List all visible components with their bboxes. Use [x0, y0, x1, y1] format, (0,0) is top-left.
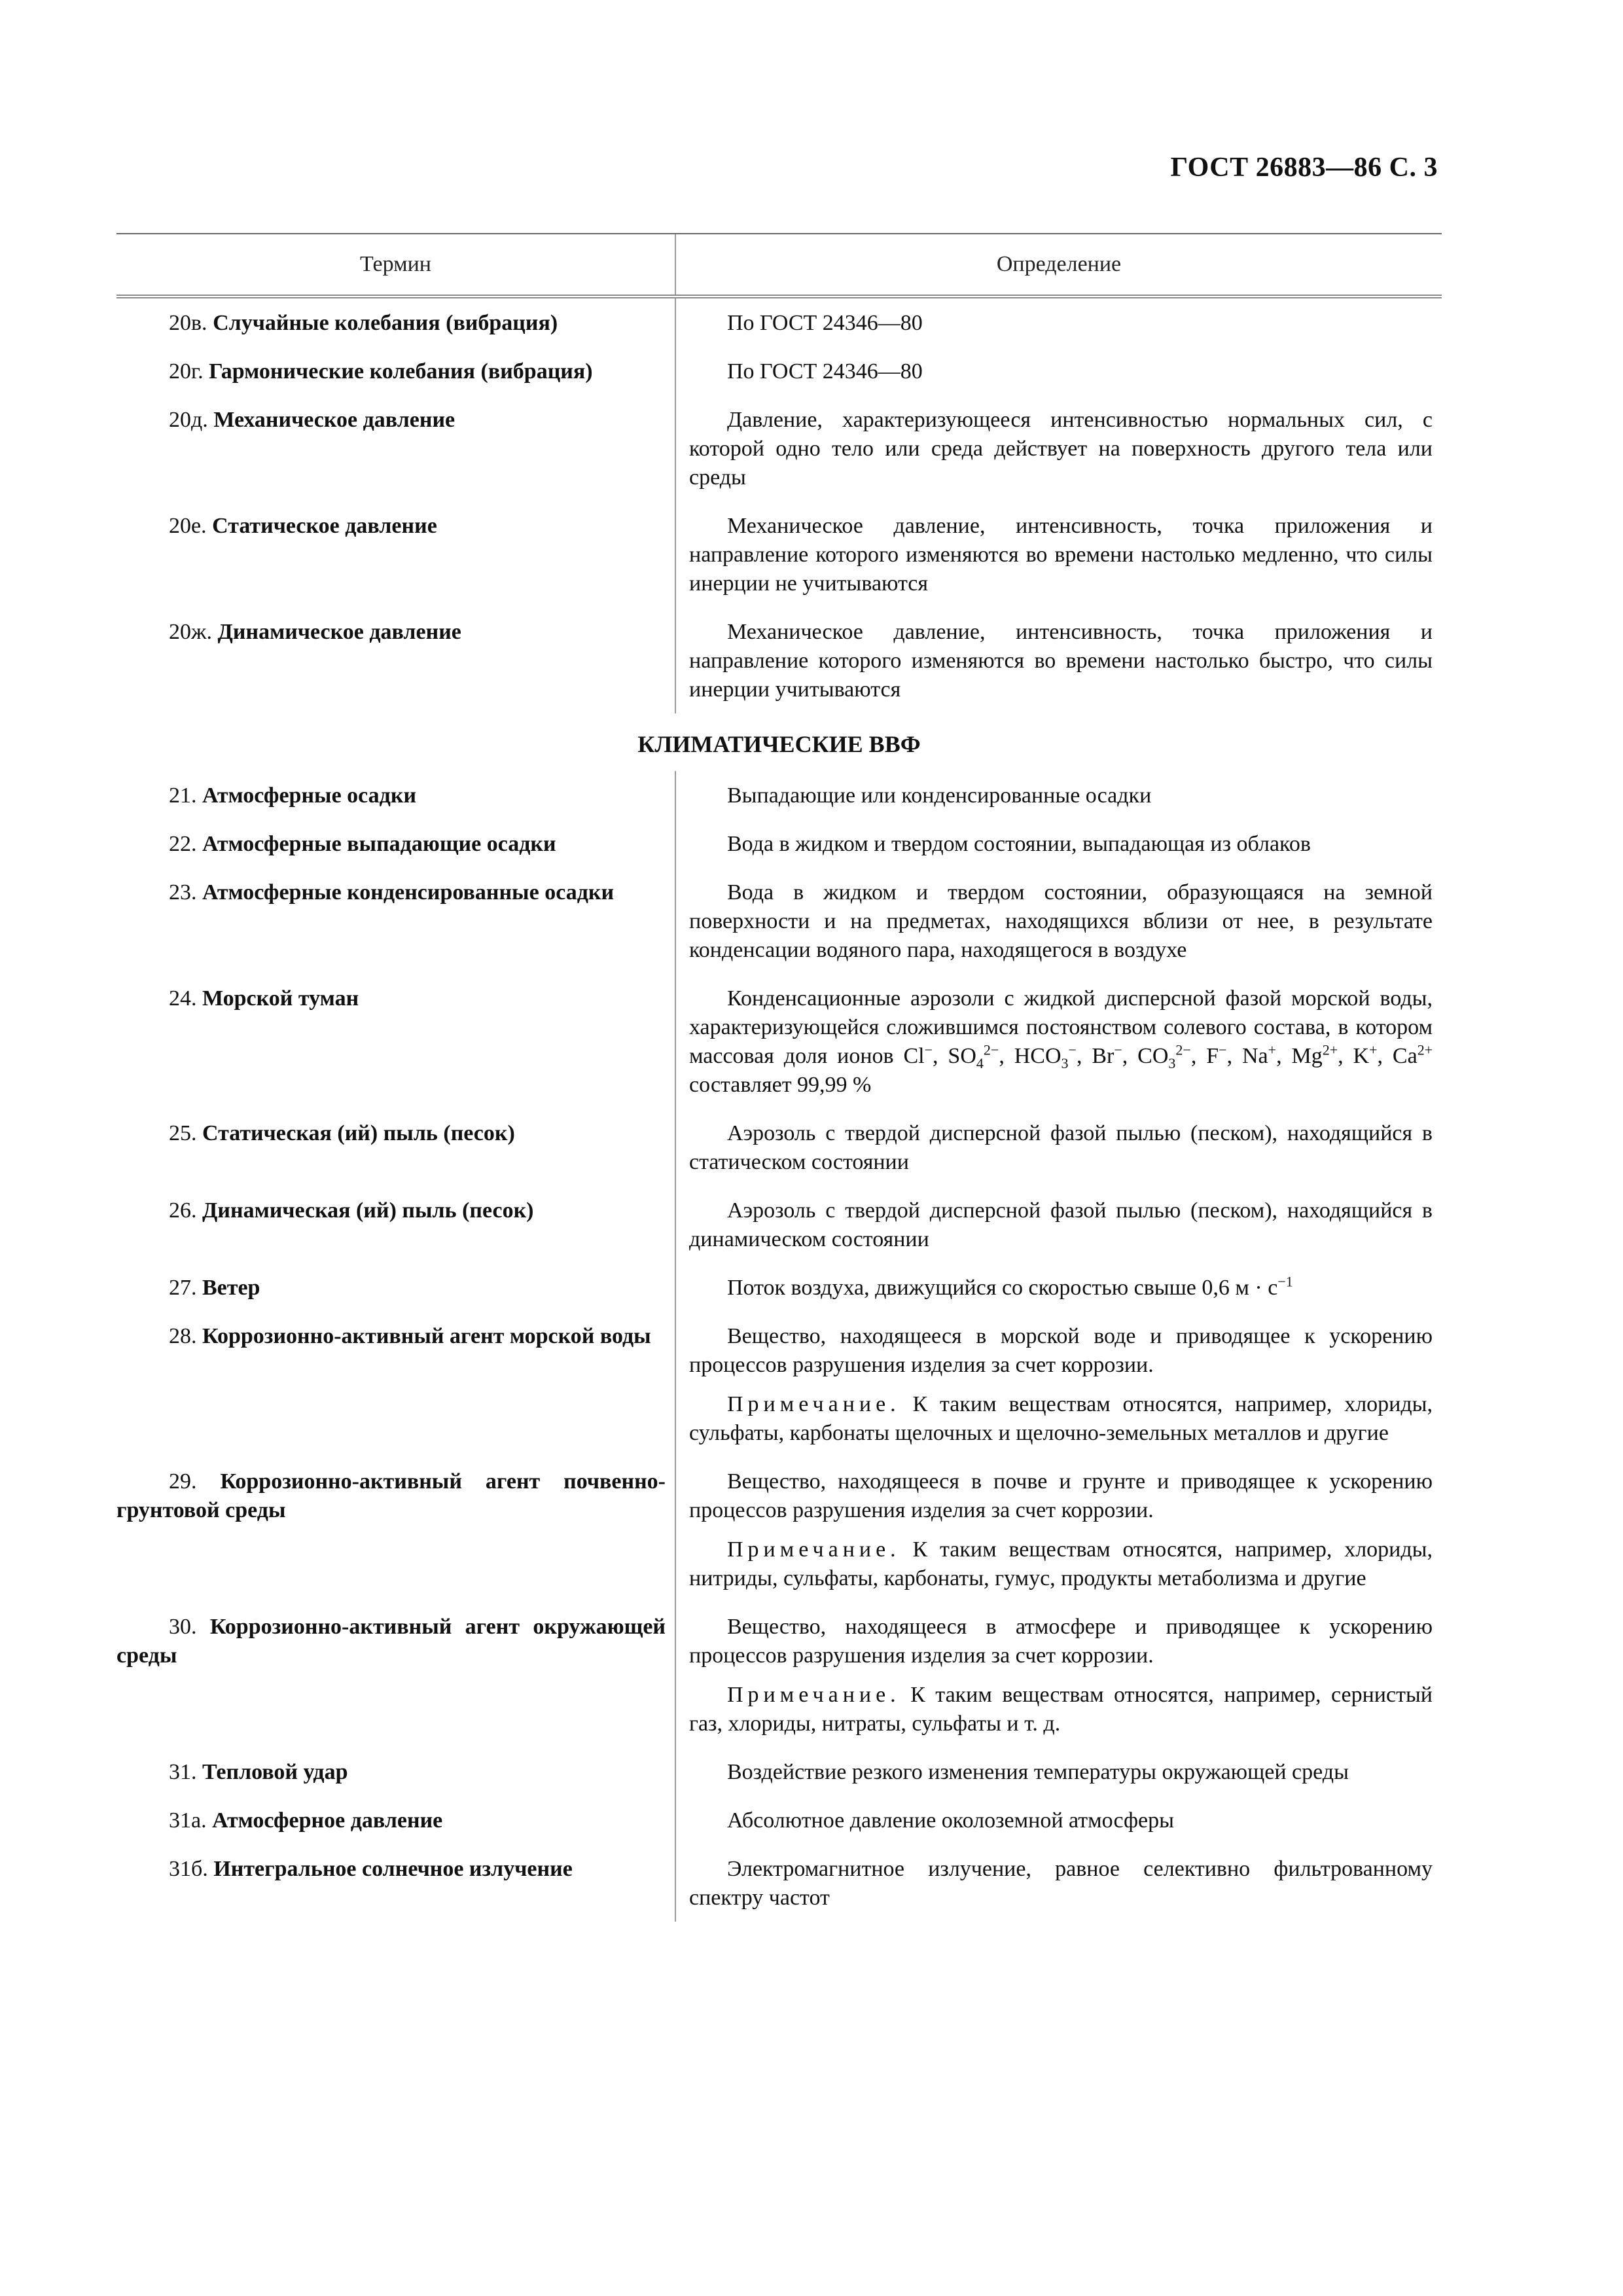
definition-text: Конденсационные аэрозоли с жидкой дисперсной фазой морской воды, характеризующейся сложившимся постоянством солевого состава, в котором массовая доля ионов Cl−, $SO_4^{2-}$, $HCO_3^-$, Br−, $CO_3^{2-}$, F−, Na+, $Mg^{2+}$, K+, $Ca^{2+}$ составляет 99,99 % [689, 986, 1433, 1097]
ion-sodium: Na+ [1241, 1041, 1277, 1068]
definition-cell [675, 1312, 1442, 1457]
table-row [116, 1796, 1442, 1844]
term-number: 20г. [169, 359, 204, 384]
term-cell [116, 1602, 675, 1748]
definition-cell [675, 1844, 1442, 1922]
table-row [116, 607, 1442, 713]
term-name: Динамическая (ий) пыль (песок) [202, 1198, 534, 1223]
definition-text: Механическое давление, интенсивность, точка приложения и направление которого изменяются во времени настолько быстро, что силы инерции учитываются [689, 620, 1433, 702]
definition-cell [675, 1748, 1442, 1796]
note-label: Примечание. [727, 1392, 901, 1416]
definition-text: Абсолютное давление околоземной атмосферы [727, 1808, 1174, 1833]
term-name: Статическая (ий) пыль (песок) [202, 1121, 515, 1145]
definition-text: Аэрозоль с твердой дисперсной фазой пылью (песком), находящийся в статическом состоянии [689, 1121, 1433, 1174]
term-number: 23. [169, 880, 197, 905]
ion-sulfate: $SO_4^{2-}$ [948, 1041, 999, 1071]
term-number: 24. [169, 986, 197, 1011]
table-row [116, 1312, 1442, 1457]
ion-potassium: K+ [1353, 1041, 1378, 1068]
ion-chlorine: Cl− [903, 1041, 933, 1068]
term-cell [116, 1457, 675, 1602]
note-label: Примечание. [727, 1683, 901, 1707]
term-cell [116, 819, 675, 868]
term-name: Коррозионно-активный агент морской воды [202, 1324, 651, 1348]
table-row [116, 1109, 1442, 1186]
table-row [116, 1457, 1442, 1602]
term-name: Атмосферное давление [212, 1808, 443, 1833]
note-text: Примечание. К таким веществам относятся, например, хлориды, сульфаты, карбонаты щелочных и щелочно-земельных металлов и другие [689, 1392, 1433, 1445]
definition-text: Воздействие резкого изменения температуры окружающей среды [727, 1760, 1349, 1784]
term-number: 20е. [169, 514, 207, 538]
term-name: Атмосферные осадки [202, 783, 417, 808]
definition-cell [675, 1457, 1442, 1602]
table-row [116, 819, 1442, 868]
definition-cell [675, 1186, 1442, 1263]
definition-cell [675, 1109, 1442, 1186]
definition-cell [675, 1263, 1442, 1312]
definition-cell [675, 771, 1442, 819]
table-row [116, 347, 1442, 395]
term-name: Коррозионно-активный агент почвенно-грунтовой среды [116, 1469, 666, 1522]
term-cell [116, 1109, 675, 1186]
term-name: Динамическое давление [217, 620, 461, 644]
term-name: Атмосферные выпадающие осадки [202, 832, 556, 856]
definition-text: Механическое давление, интенсивность, точка приложения и направление которого изменяются во времени настолько медленно, что силы инерции не учитываются [689, 514, 1433, 596]
term-name: Коррозионно-активный агент окружающей среды [116, 1615, 666, 1668]
ion-magnesium: $Mg^{2+}$ [1291, 1041, 1338, 1068]
term-cell [116, 607, 675, 713]
term-cell [116, 1796, 675, 1844]
definition-text: Выпадающие или конденсированные осадки [727, 783, 1152, 808]
term-number: 31а. [169, 1808, 207, 1833]
unit-exponent: −1 [1277, 1273, 1293, 1290]
term-number: 26. [169, 1198, 197, 1223]
term-cell [116, 298, 675, 347]
note-label: Примечание. [727, 1537, 901, 1562]
term-number: 21. [169, 783, 197, 808]
definition-cell [675, 298, 1442, 347]
table-row [116, 395, 1442, 501]
definition-text: Аэрозоль с твердой дисперсной фазой пылью (песком), находящийся в динамическом состоянии [689, 1198, 1433, 1251]
table-row [116, 974, 1442, 1109]
term-cell [116, 501, 675, 607]
page-header: ГОСТ 26883—86 С. 3 [1170, 152, 1438, 183]
table-row [116, 1263, 1442, 1312]
term-number: 29. [169, 1469, 197, 1494]
table-row [116, 868, 1442, 974]
definition-cell [675, 1796, 1442, 1844]
term-name: Случайные колебания (вибрация) [213, 311, 558, 335]
table-row [116, 1602, 1442, 1748]
definition-cell [675, 607, 1442, 713]
definition-cell [675, 868, 1442, 974]
term-cell [116, 974, 675, 1109]
definition-text: Вода в жидком и твердом состоянии, образующаяся на земной поверхности и на предметах, находящихся вблизи от нее, в результате конденсации водяного пара, находящегося в воздухе [689, 880, 1433, 962]
term-name: Морской туман [202, 986, 359, 1011]
term-number: 20д. [169, 408, 208, 432]
term-name: Механическое давление [213, 408, 455, 432]
term-cell [116, 1186, 675, 1263]
term-name: Ветер [202, 1276, 260, 1300]
term-name: Атмосферные конденсированные осадки [202, 880, 615, 905]
definition-cell [675, 347, 1442, 395]
definition-text-end: составляет 99,99 % [689, 1073, 872, 1097]
table-row [116, 298, 1442, 347]
term-cell [116, 1263, 675, 1312]
term-name: Статическое давление [212, 514, 437, 538]
note-text: Примечание. К таким веществам относятся, например, хлориды, нитриды, сульфаты, карбонаты, гумус, продукты метаболизма и другие [689, 1537, 1433, 1590]
terms-table [116, 233, 1442, 1922]
term-name: Интегральное солнечное излучение [213, 1857, 573, 1881]
term-cell [116, 1748, 675, 1796]
term-name: Тепловой удар [202, 1760, 348, 1784]
definition-text: Вещество, находящееся в морской воде и приводящее к ускорению процессов разрушения изделия за счет коррозии. [689, 1324, 1433, 1377]
term-cell [116, 868, 675, 974]
term-cell [116, 771, 675, 819]
definition-cell [675, 819, 1442, 868]
definition-text: По ГОСТ 24346—80 [727, 311, 923, 335]
definition-text: Электромагнитное излучение, равное селективно фильтрованному спектру частот [689, 1857, 1433, 1910]
term-number: 20в. [169, 311, 207, 335]
term-cell [116, 395, 675, 501]
ion-calcium: $Ca^{2+}$ [1392, 1041, 1433, 1068]
term-name: Гармонические колебания (вибрация) [209, 359, 593, 384]
term-number: 31. [169, 1760, 197, 1784]
table-row [116, 1844, 1442, 1922]
ion-fluorine: F− [1206, 1041, 1227, 1068]
column-header-term: Термин [360, 252, 431, 276]
term-cell [116, 1844, 675, 1922]
definition-text: Вещество, находящееся в атмосфере и приводящее к ускорению процессов разрушения изделия за счет коррозии. [689, 1615, 1433, 1668]
section-title: КЛИМАТИЧЕСКИЕ ВВФ [637, 731, 921, 757]
definition-cell [675, 974, 1442, 1109]
term-number: 31б. [169, 1857, 208, 1881]
ion-bromine: Br− [1092, 1041, 1122, 1068]
note-text: Примечание. К таким веществам относятся, например, сернистый газ, хлориды, нитраты, сульфаты и т. д. [689, 1683, 1433, 1736]
definition-text-start: Конденсационные аэрозоли с жидкой дисперсной фазой морской воды, характеризующейся сложившимся постоянством солевого состава, в котором массовая доля ионов [689, 986, 1433, 1068]
term-number: 20ж. [169, 620, 212, 644]
definition-text: По ГОСТ 24346—80 [727, 359, 923, 384]
definition-text: Вода в жидком и твердом состоянии, выпадающая из облаков [727, 832, 1311, 856]
definition-text: Давление, характеризующееся интенсивностью нормальных сил, с которой одно тело или среда действует на поверхность другого тела или среды [689, 408, 1433, 490]
term-number: 30. [169, 1615, 197, 1639]
column-header-definition: Определение [675, 234, 1442, 295]
ion-carbonate: $CO_3^{2-}$ [1137, 1041, 1191, 1071]
definition-text: Вещество, находящееся в почве и грунте и приводящее к ускорению процессов разрушения изделия за счет коррозии. [689, 1469, 1433, 1522]
term-cell [116, 1312, 675, 1457]
ion-bicarbonate: $HCO_3^-$ [1014, 1041, 1077, 1071]
table-row [116, 1748, 1442, 1796]
definition-cell [675, 1602, 1442, 1748]
definition-text: Поток воздуха, движущийся со скоростью свыше 0,6 $м \cdot с^{-1}$ [727, 1273, 1293, 1300]
definition-cell [675, 501, 1442, 607]
term-number: 28. [169, 1324, 197, 1348]
table-row [116, 1186, 1442, 1263]
term-cell [116, 347, 675, 395]
table-row [116, 501, 1442, 607]
table-header-row [116, 234, 1442, 298]
term-number: 27. [169, 1276, 197, 1300]
term-number: 25. [169, 1121, 197, 1145]
term-number: 22. [169, 832, 197, 856]
table-row [116, 771, 1442, 819]
definition-cell [675, 395, 1442, 501]
